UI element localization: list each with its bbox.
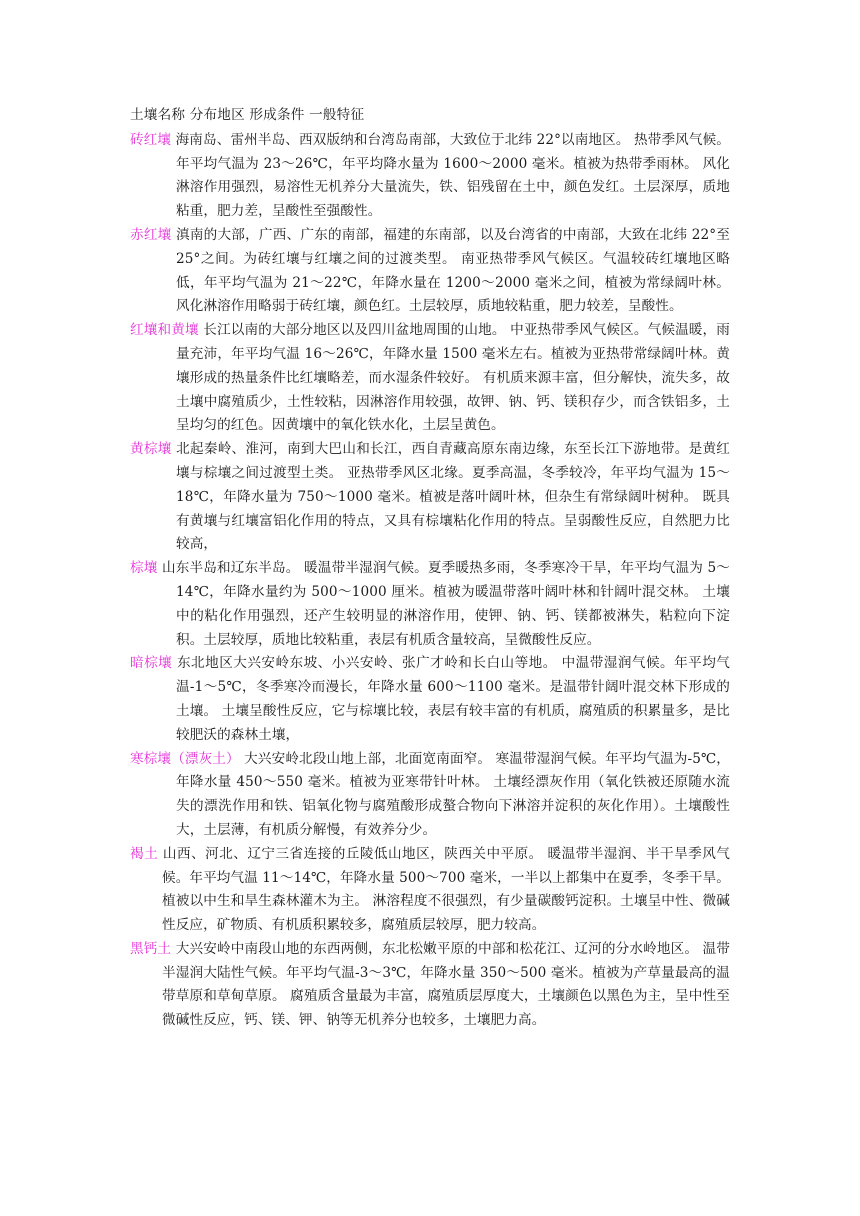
soil-name: 赤红壤: [130, 226, 172, 243]
soil-description: 大兴安岭北段山地上部，北面宽南面窄。 寒温带湿润气候。年平均气温为-5℃，年降水量 450～550 毫米。植被为亚寒带针叶林。 土壤经漂灰作用（氧化铁被还原随水流失的漂洗作用和铁、铝氧化物与腐殖酸形成螯合物向下淋溶并淀积的灰化作用）。土壤酸性大，土层薄，有机质分解慢，有效养分少。: [176, 750, 730, 838]
soil-name: 黄棕壤: [130, 441, 172, 458]
soil-entry-heigaitu: [130, 938, 730, 1033]
soil-description: 大兴安岭中南段山地的东西两侧，东北松嫩平原的中部和松花江、辽河的分水岭地区。 温带半湿润大陆性气候。年平均气温-3～3℃，年降水量 350～500 毫米。植被为产草量最高的温带草原和草甸草原。 腐殖质含量最为丰富，腐殖质层厚度大，土壤颜色以黑色为主，呈中性至微碱性反应，钙、镁、钾、钠等无机养分也较多，土壤肥力高。: [162, 940, 730, 1029]
soil-entry-anzongrang: [130, 652, 730, 747]
soil-entry-huangzongrang: [130, 438, 730, 557]
soil-description: 滇南的大部，广西、广东的南部，福建的东南部，以及台湾省的中南部，大致在北纬 22°至 25°之间。为砖红壤与红壤之间的过渡类型。 南亚热带季风气候区。气温较砖红壤地区略低，年平均气温为 21～22℃，年降水量在 1200～2000 毫米之间，植被为常绿阔叶林。 风化淋溶作用略弱于砖红壤，颜色红。土层较厚，质地较粘重，肥力较差，呈酸性。: [171, 226, 730, 315]
soil-entry-hanzongrang: [130, 748, 730, 843]
soil-entry-hetu: [130, 843, 730, 938]
soil-description: 山西、河北、辽宁三省连接的丘陵低山地区，陕西关中平原。 暖温带半湿润、半干旱季风气候。年平均气温 11～14℃，年降水量 500～700 毫米，一半以上都集中在夏季，冬季干旱。植被以中生和旱生森林灌木为主。 淋溶程度不很强烈，有少量碳酸钙淀积。土壤呈中性、微碱性反应，矿物质、有机质积累较多，腐殖质层较厚，肥力较高。: [158, 845, 731, 934]
soil-description: 北起秦岭、淮河，南到大巴山和长江，西自青藏高原东南边缘，东至长江下游地带。是黄红壤与棕壤之间过渡型土类。 亚热带季风区北缘。夏季高温，冬季较冷，年平均气温为 15～18℃，年降水量为 750～1000 毫米。植被是落叶阔叶林，但杂生有常绿阔叶树种。 既具有黄壤与红壤富铝化作用的特点，又具有棕壤粘化作用的特点。呈弱酸性反应，自然肥力比较高，: [171, 441, 730, 553]
soil-entry-hongrang-huangrang: [130, 319, 730, 438]
soil-name: 红壤和黄壤: [130, 322, 199, 339]
soil-entry-chihongrang: [130, 224, 730, 319]
soil-name: 黑钙土: [130, 940, 172, 957]
soil-name: 寒棕壤（漂灰土）: [130, 750, 240, 767]
soil-name: 砖红壤: [130, 131, 172, 148]
soil-description: 海南岛、雷州半岛、西双版纳和台湾岛南部，大致位于北纬 22°以南地区。 热带季风气候。年平均气温为 23～26℃，年平均降水量为 1600～2000 毫米。植被为热带季雨林。 风化淋溶作用强烈，易溶性无机养分大量流失，铁、铝残留在土中，颜色发红。土层深厚，质地粘重，肥力差，呈酸性至强酸性。: [171, 131, 730, 220]
soil-entry-zhuanhongrang: [130, 129, 730, 224]
soil-description: 山东半岛和辽东半岛。 暖温带半湿润气候。夏季暖热多雨，冬季寒冷干旱，年平均气温为 5～14℃，年降水量约为 500～1000 厘米。植被为暖温带落叶阔叶林和针阔叶混交林。 土壤中的粘化作用强烈，还产生较明显的淋溶作用，使钾、钠、钙、镁都被淋失，粘粒向下淀积。土层较厚，质地比较粘重，表层有机质含量较高，呈微酸性反应。: [157, 560, 730, 648]
soil-description: 长江以南的大部分地区以及四川盆地周围的山地。 中亚热带季风气候区。气候温暖，雨量充沛，年平均气温 16～26℃，年降水量 1500 毫米左右。植被为亚热带常绿阔叶林。黄壤形成的热量条件比红壤略差，而水湿条件较好。 有机质来源丰富，但分解快，流失多，故土壤中腐殖质少，土性较粘，因淋溶作用较强，故钾、钠、钙、镁积存少，而含铁铝多，土呈均匀的红色。因黄壤中的氧化铁水化，土层呈黄色。: [176, 322, 730, 434]
soil-entry-zongrang: [130, 557, 730, 652]
soil-name: 暗棕壤: [130, 655, 173, 672]
table-header-line: 土壤名称 分布地区 形成条件 一般特征: [130, 107, 365, 123]
soil-name: 棕壤: [130, 560, 158, 577]
soil-name: 褐土: [130, 845, 159, 862]
soil-description: 东北地区大兴安岭东坡、小兴安岭、张广才岭和长白山等地。 中温带湿润气候。年平均气温-1～5℃，冬季寒冷而漫长，年降水量 600～1100 毫米。是温带针阔叶混交林下形成的土壤。 土壤呈酸性反应，它与棕壤比较，表层有较丰富的有机质，腐殖质的积累量多，是比较肥沃的森林土壤，: [172, 655, 730, 743]
